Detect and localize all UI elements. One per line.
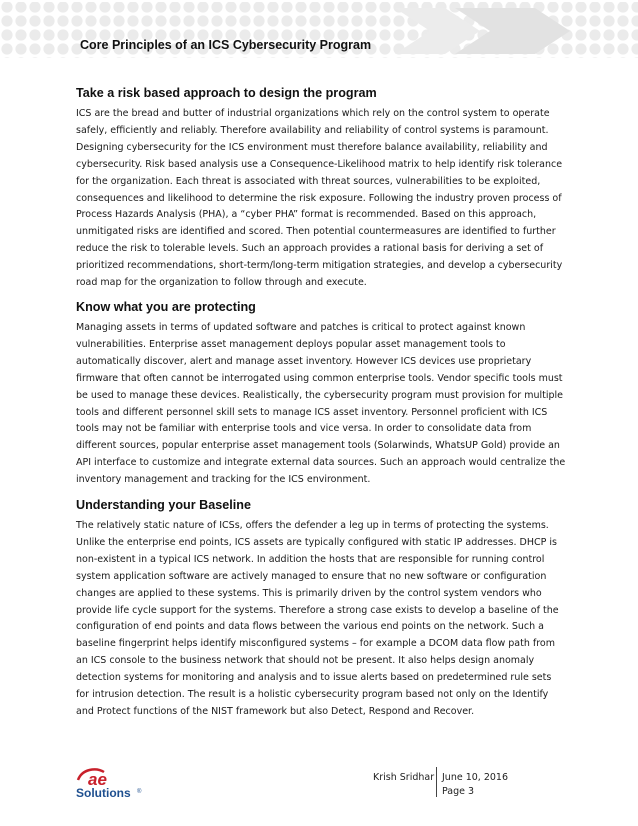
section-risk-based-approach <box>76 86 566 292</box>
section-heading: Take a risk based approach to design the program <box>76 86 377 100</box>
section-know-what-you-protect <box>76 300 566 489</box>
footer-page-number: Page 3 <box>442 786 475 797</box>
section-heading: Understanding your Baseline <box>76 498 251 512</box>
document-title: Core Principles of an ICS Cybersecurity Program <box>80 38 372 52</box>
section-heading: Know what you are protecting <box>76 300 256 314</box>
section-body: ICS are the bread and butter of industrial organizations which rely on the control system to operate safely, efficiently and reliably. Therefore availability and reliability of control systems is paramount. Designing cybersecurity for the ICS environment must therefore balance availability, reliability and cybersecurity. Risk based analysis use a Consequence-Likelihood matrix to help identify risk tolerance for the organization. Each threat is associated with threat sources, vulnerabilities to be exploited, consequences and likelihood to determine the risk exposure. Following the industry proven process of Process Hazards Analysis (PHA), a “cyber PHA” format is recommended. Based on this approach, unmitigated risks are identified and scored. Then potential countermeasures are identified to further reduce the risk to tolerable levels. Such an approach provides a rational basis for deriving a set of prioritized recommendations, short-term/long-term mitigation strategies, and develop a cybersecurity road map for the organization to follow through and execute. <box>76 108 563 289</box>
section-body: The relatively static nature of ICSs, offers the defender a leg up in terms of protecting the systems. Unlike the enterprise end points, ICS assets are typically configured with static IP addresses. DHCP is non-existent in a typical ICS network. In addition the hosts that are responsible for running control system application software are actively managed to ensure that no new software or configuration changes are applied to these systems. This is primarily driven by the control system vendors who provide life cycle support for the systems. Therefore a strong case exists to develop a baseline of the configuration of end points and data flows between the various end points on the network. Such a baseline fingerprint helps identify misconfigured systems – for example a DCOM data flow path from an ICS console to the business network that should not be present. It also helps design anomaly detection systems for monitoring and analysis and to issue alerts based on predetermined rule sets for intrusion detection. The result is a holistic cybersecurity program based not only on the Identify and Protect functions of the NIST framework but also Detect, Respond and Recover. <box>76 520 559 717</box>
footer-date: June 10, 2016 <box>442 772 509 783</box>
logo-registered-mark: ® <box>137 789 142 795</box>
logo-mark: ae <box>88 770 107 789</box>
footer-author: Krish Sridhar <box>373 772 435 783</box>
footer-divider <box>436 767 437 797</box>
logo-text: Solutions <box>76 786 131 800</box>
section-body: Managing assets in terms of updated software and patches is critical to protect against known vulnerabilities. Enterprise asset management deploys popular asset management tools to automatically discover, alert and manage asset inventory. However ICS devices use proprietary firmware that often cannot be interrogated using common enterprise tools. Vendor specific tools must be used to manage these devices. Realistically, the cybersecurity program must provision for multiple tools and different personnel skill sets to manage ICS asset inventory. Personnel proficient with ICS tools may not be familiar with enterprise tools and vice versa. In order to consolidate data from different sources, popular enterprise asset management tools (Solarwinds, WhatsUP Gold) provide an API interface to customize and integrate external data sources. Such an approach would centralize the inventory management and tracking for the ICS environment. <box>76 322 566 486</box>
company-logo <box>74 766 158 800</box>
section-understanding-baseline <box>76 498 566 721</box>
